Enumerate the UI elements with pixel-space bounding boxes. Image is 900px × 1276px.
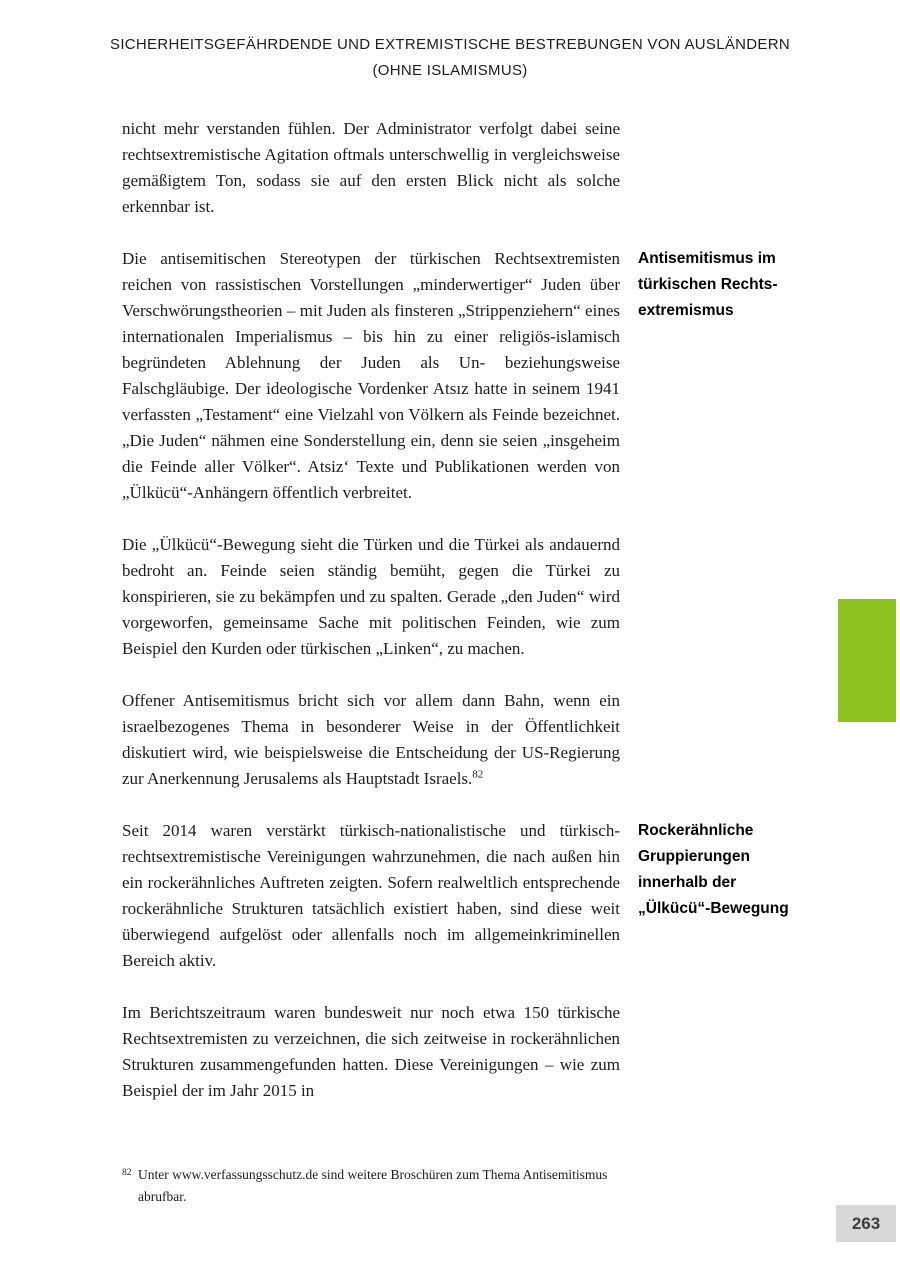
body-column bbox=[122, 688, 620, 792]
paragraph: Die antisemitischen Stereotypen der türkischen Rechtsextremisten reichen von rassistischen Vorstellungen „minderwertiger“ Juden über Verschwörungstheorien – mit Juden als finsteren „Strippenziehern“ eines internationalen Imperialismus – bis hin zu einer religiös-islamisch begründeten Ablehnung der Juden als Un- beziehungsweise Falschgläubige. Der ideologische Vordenker Atsız hatte in seinem 1941 verfassten „Testament“ eine Vielzahl von Völkern als Feinde bezeichnet. „Die Juden“ nähmen eine Sonderstellung ein, denn sie seien „insgeheim die Feinde aller Völker“. Atsiz‘ Texte und Publikationen werden von „Ülkücü“-Anhängern öffentlich verbreitet. bbox=[122, 249, 620, 502]
paragraph: Im Berichtszeitraum waren bundesweit nur noch etwa 150 türkische Rechtsextremisten zu verzeichnen, die sich zeitweise in rockerähnlichen Strukturen zusammengefunden hatten. Diese Vereinigungen – wie zum Beispiel der im Jahr 2015 in bbox=[122, 1003, 620, 1100]
paragraph-row bbox=[122, 818, 812, 974]
paragraph: Die „Ülkücü“-Bewegung sieht die Türken und die Türkei als andauernd bedroht an. Feinde seien ständig bemüht, gegen die Türkei zu konspirieren, sie zu bekämpfen und zu spalten. Gerade „den Juden“ wird vorgeworfen, gemeinsame Sache mit politischen Feinden, wie zum Beispiel den Kurden oder türkischen „Linken“, zu machen. bbox=[122, 535, 620, 658]
body-column bbox=[122, 818, 620, 974]
page-number-badge bbox=[836, 1205, 896, 1242]
page-number: 263 bbox=[851, 1213, 881, 1233]
header-line-2: (OHNE ISLAMISMUS) bbox=[372, 62, 528, 79]
body-column bbox=[122, 532, 620, 662]
paragraph-text: Offener Antisemitismus bricht sich vor allem dann Bahn, wenn ein israelbezogenes Thema in besonderer Weise in der Öffentlichkeit diskutiert wird, wie beispielsweise die Entscheidung der US-Regierung zur Anerkennung Jerusalems als Hauptstadt Israels. bbox=[122, 691, 620, 788]
page-header bbox=[0, 32, 900, 84]
header-line-1: SICHERHEITSGEFÄHRDENDE UND EXTREMISTISCHE BESTREBUNGEN VON AUSLÄNDERN bbox=[110, 36, 790, 53]
body-column bbox=[122, 246, 620, 506]
paragraph-row bbox=[122, 532, 812, 662]
paragraph-row bbox=[122, 246, 812, 506]
margin-note-antisemitismus: Antisemitismus im türkischen Rechts-extremismus bbox=[638, 250, 778, 319]
margin-note-rockergruppierungen: Rockerähnliche Gruppierungen innerhalb der „Ülkücü“-Bewegung bbox=[638, 822, 789, 917]
body-column bbox=[122, 1000, 620, 1104]
paragraph-row bbox=[122, 1000, 812, 1104]
green-accent-bar bbox=[838, 599, 896, 722]
footnote-reference: 82 bbox=[472, 768, 484, 781]
paragraph-row bbox=[122, 116, 812, 220]
footnote-text: Unter www.verfassungsschutz.de sind weitere Broschüren zum Thema Antisemitismus abrufbar. bbox=[138, 1167, 608, 1204]
body-column bbox=[122, 116, 620, 220]
paragraph bbox=[122, 688, 620, 792]
main-content bbox=[122, 116, 812, 1130]
paragraph-row bbox=[122, 688, 812, 792]
paragraph: Seit 2014 waren verstärkt türkisch-nationalistische und türkisch-rechtsextremistische Vereinigungen wahrzunehmen, die nach außen hin ein rockerähnliches Auftreten zeigten. Sofern realweltlich entsprechende rockerähnliche Strukturen tatsächlich existiert haben, sind diese weit überwiegend aufgelöst oder allenfalls noch im allgemeinkriminellen Bereich aktiv. bbox=[122, 821, 620, 970]
footnote-number: 82 bbox=[122, 1168, 132, 1178]
paragraph: nicht mehr verstanden fühlen. Der Administrator verfolgt dabei seine rechtsextremistische Agitation oftmals unterschwellig in vergleichsweise gemäßigtem Ton, sodass sie auf den ersten Blick nicht als solche erkennbar ist. bbox=[122, 119, 620, 216]
footnote bbox=[122, 1164, 642, 1208]
